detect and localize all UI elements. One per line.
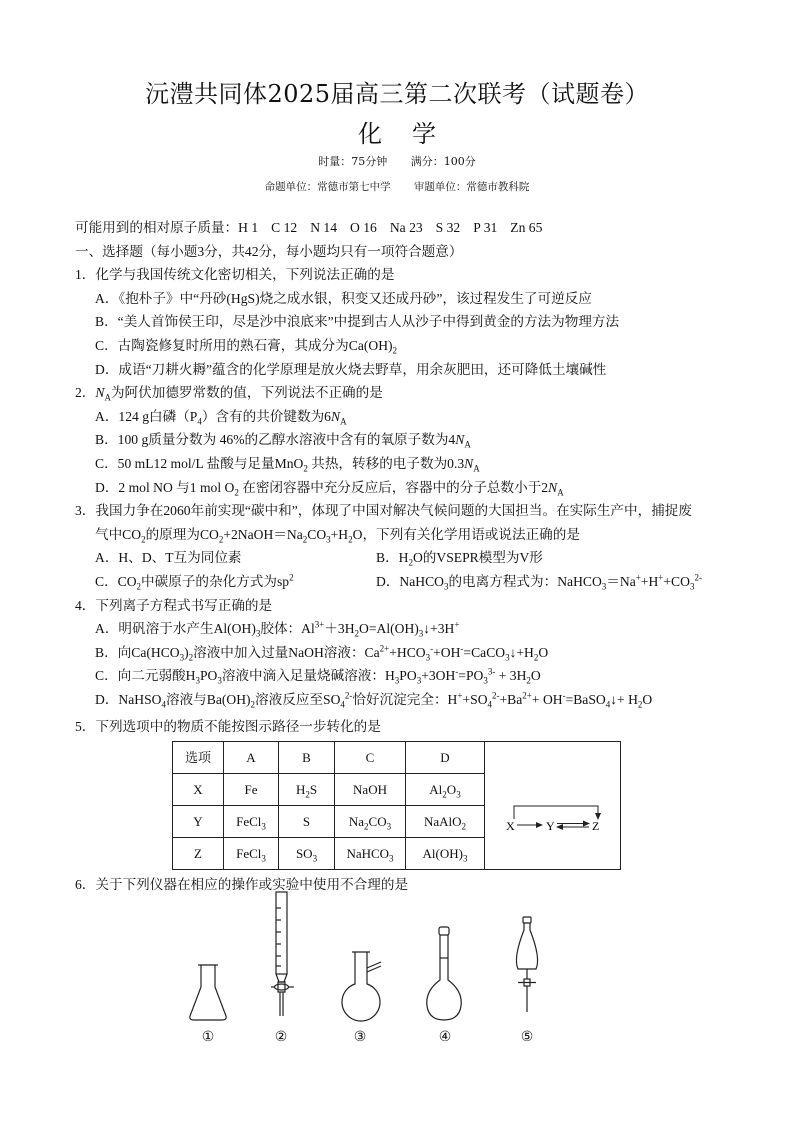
q5-header-b: B (279, 742, 335, 774)
q2-option-a: A．124 g白磷$(P_4)$含有的共价键数为$6N_A$ (95, 408, 347, 427)
q5-table-wrap (75, 741, 735, 867)
q5-row-label: Z (173, 838, 224, 870)
q5-cell: $Al(OH)_3$ (406, 838, 485, 870)
q2-option-d: D．2 mol NO 与1 mol $O_2$ 在密闭容器中充分反应后，容器中的分子总数小于$2N_A$ (95, 479, 564, 498)
q5-diagram-cell (485, 742, 621, 870)
q2-option-b: B．100 g质量分数为 46%的乙醇水溶液中含有的氧原子数为$4N_A$ (95, 432, 471, 451)
x-to-z-arrow (514, 806, 598, 819)
q4-option-a: A．明矾溶于水产生$Al(OH)_3$胶体：$Al^{3+}+3H_2O=Al(OH)_3↓+3H^+$ (95, 619, 460, 639)
atomic-mass-o: O 16 (350, 220, 377, 235)
q5-cell: $Na_2CO_3$ (335, 806, 406, 838)
q5-cell: S (279, 806, 335, 838)
q3-option-a: A．H、D、T互为同位素 (95, 550, 242, 566)
review-unit: 审题单位：常德市教科院 (413, 181, 530, 193)
q5-row-label: X (173, 774, 224, 806)
q5-table (172, 741, 621, 870)
q5-header-c: C (335, 742, 406, 774)
q6-apparatus (170, 888, 590, 1058)
q3-stem-line1: 3．我国力争在2060年前实现“碳中和”，体现了中国对解决气候问题的大国担当。在实际生产中，捕捉废 (75, 503, 692, 519)
exam-title: 沅澧共同体2025届高三第二次联考（试题卷） (144, 80, 650, 108)
q3-stem-line2: 气中$CO_2$的原理为$CO_2+2NaOH=Na_2CO_3+H_2O$，下列有关化学用语或说法正确的是 (95, 526, 580, 545)
burette-icon (271, 892, 294, 1016)
q3-options-row2 (75, 570, 735, 594)
atomic-masses (75, 216, 735, 240)
atomic-mass-na: Na 23 (389, 220, 423, 235)
apparatus-label-1: ① (201, 1029, 215, 1045)
q5-stem: 5．下列选项中的物质不能按图示路径一步转化的是 (75, 719, 381, 735)
conical-flask-icon (190, 965, 226, 1020)
exam-content (75, 216, 735, 897)
distillation-flask-icon (342, 952, 381, 1021)
q3-option-c: C．$CO_2$中碳原子的杂化方式为$sp^2$ (95, 572, 294, 592)
volumetric-flask-icon (427, 927, 461, 1020)
q3-option-d: D．NaHCO$_3$的电离方程式为：$NaHCO_3=Na^++H^++CO_3^{2-}$ (376, 572, 702, 592)
apparatus-drawings (170, 888, 590, 1028)
q5-header-d: D (406, 742, 485, 774)
apparatus-label-2: ② (274, 1029, 288, 1045)
q4-option-d: D．NaHSO$_4$溶液与$Ba(OH)_2$溶液反应至$SO_4^{2-}$恰好沉淀完全：$H^++SO_4^{2-}+Ba^{2+}+$ OH-=BaSO$_4$↓+ $H_2O$ (95, 690, 653, 710)
atomic-masses-label: 可能用到的相对原子质量： (75, 220, 239, 235)
q6-stem: 6．关于下列仪器在相应的操作或实验中使用不合理的是 (75, 877, 409, 893)
exam-meta (0, 153, 794, 169)
atomic-mass-n: N 14 (310, 220, 338, 235)
q5-header-row (173, 742, 621, 774)
q5-header-option: 选项 (173, 742, 224, 774)
q1-option-b: B．“美人首饰侯王印，尽是沙中浪底来”中提到古人从沙子中得到黄金的方法为物理方法 (95, 314, 620, 330)
apparatus-label-3: ③ (353, 1029, 367, 1045)
author-unit: 命题单位：常德市第七中学 (264, 181, 391, 193)
q1-option-a: A．《抱朴子》中“丹砂(HgS)烧之成水银，积变又还成丹砂”，该过程发生了可逆反应 (95, 290, 592, 306)
q4-option-c: C．向二元弱酸$H_3PO_3$溶液中滴入足量烧碱溶液：$H_3PO_3+3OH^-=PO_3^{3-} + 3H_2O$ (95, 666, 541, 686)
q1-option-d: D．成语“刀耕火耨”蕴含的化学原理是放火烧去野草，用余灰肥田，还可降低土壤碱性 (95, 361, 607, 377)
atomic-mass-p: P 31 (473, 220, 498, 235)
apparatus-label-4: ④ (438, 1029, 452, 1045)
exam-subject: 化学 (358, 120, 466, 148)
q5-cell: $Al_2O_3$ (406, 774, 485, 806)
q5-cell: NaHCO$_3$ (335, 838, 406, 870)
q1-stem: 1．化学与我国传统文化密切相关，下列说法正确的是 (75, 267, 395, 283)
q5-cell: $H_2S$ (279, 774, 335, 806)
exam-organizers (0, 179, 794, 194)
atomic-mass-h: H 1 (238, 220, 259, 235)
q5-header-a: A (224, 742, 279, 774)
q5-cell: FeCl$_3$ (224, 806, 279, 838)
q5-cell: FeCl$_3$ (224, 838, 279, 870)
atomic-mass-zn: Zn 65 (510, 220, 543, 235)
separatory-funnel-icon (516, 917, 537, 1012)
xyz-conversion-diagram (485, 742, 620, 868)
q5-cell: $SO_3$ (279, 838, 335, 870)
node-y: Y (546, 819, 555, 834)
full-score: 满分：100分 (410, 155, 476, 168)
q5-cell: Fe (224, 774, 279, 806)
q5-row-label: Y (173, 806, 224, 838)
q4-stem: 4．下列离子方程式书写正确的是 (75, 597, 273, 613)
q2-stem: 2．$N_A$为阿伏加德罗常数的值，下列说法不正确的是 (75, 385, 383, 403)
q5-cell: NaAlO$_2$ (406, 806, 485, 838)
section-heading: 一、选择题（每小题3分，共42分，每小题均只有一项符合题意） (75, 243, 463, 259)
apparatus-label-5: ⑤ (520, 1029, 534, 1045)
node-z: Z (592, 819, 600, 834)
atomic-mass-c: C 12 (271, 220, 298, 235)
q3-option-b: B．$H_2O$的VSEPR模型为V形 (376, 550, 543, 569)
q2-option-c: C．50 mL12 mol/L 盐酸与足量MnO$_2$ 共热，转移的电子数为$0.3N_A$ (95, 455, 480, 474)
time-limit: 时量：75分钟 (318, 155, 388, 168)
atomic-mass-s: S 32 (435, 220, 461, 235)
q3-options-row1 (75, 546, 735, 570)
q1-option-c: C．古陶瓷修复时所用的熟石膏，其成分为$Ca(OH)_2$ (95, 337, 398, 356)
q4-option-b: B．向$Ca(HCO_3)_2$溶液中加入过量NaOH溶液：$Ca^{2+}+HCO_3^-+OH^-=CaCO_3↓+H_2O$ (95, 643, 549, 663)
node-x: X (506, 819, 515, 834)
q5-cell: NaOH (335, 774, 406, 806)
